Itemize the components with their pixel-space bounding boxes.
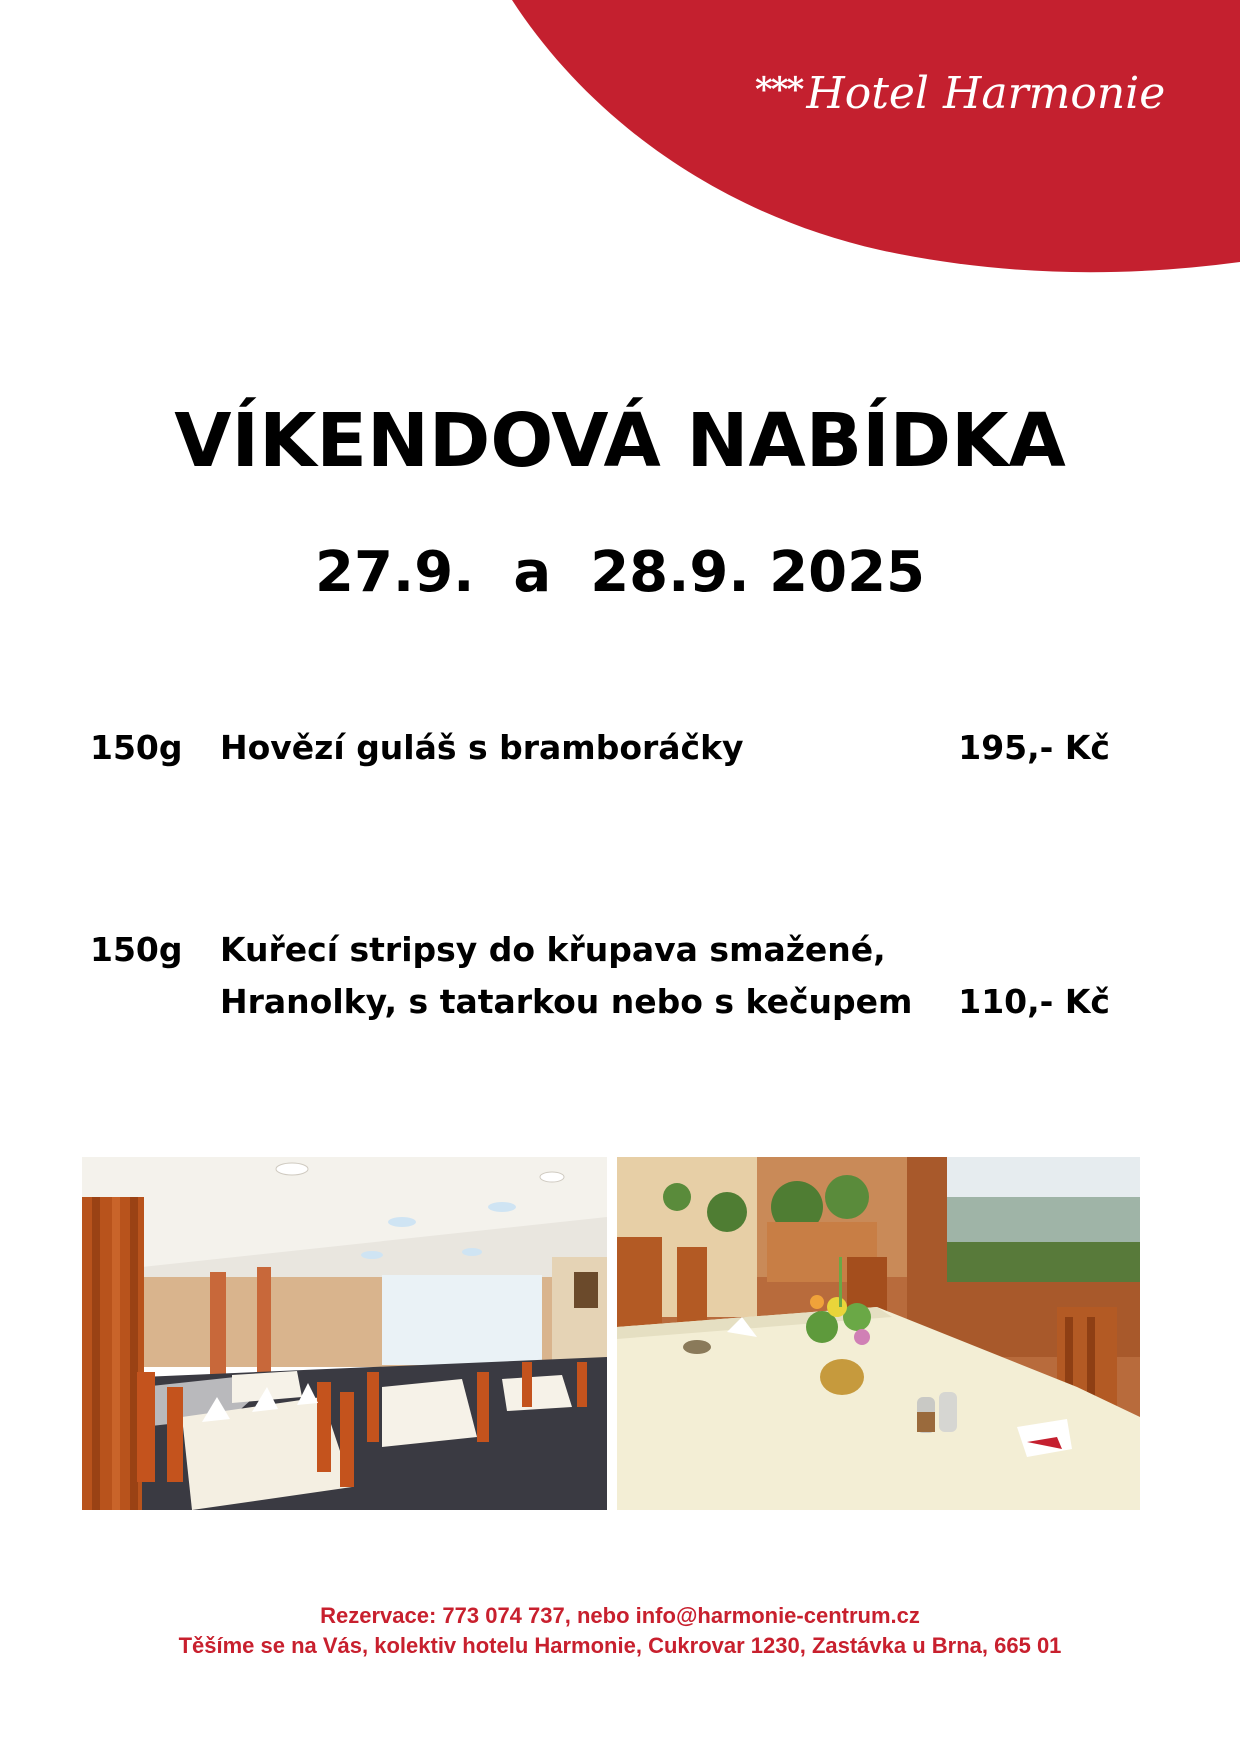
menu-item-price: 110,- Kč bbox=[958, 982, 1110, 1021]
hotel-logo bbox=[755, 68, 1205, 152]
menu-item-dish-line1: Kuřecí stripsy do křupava smažené, bbox=[220, 930, 886, 969]
set-table-photo bbox=[617, 1157, 1140, 1510]
logo-stars: *** bbox=[755, 70, 803, 110]
offer-dates: 27.9. a 28.9. 2025 bbox=[314, 540, 925, 605]
footer-reservation: Rezervace: 773 074 737, nebo info@harmonie-centrum.cz bbox=[320, 1603, 920, 1628]
menu-item-dish-line2: Hranolky, s tatarkou nebo s kečupem bbox=[220, 982, 913, 1021]
menu-item-dish: Hovězí guláš s bramboráčky bbox=[220, 728, 744, 767]
page-title: VÍKENDOVÁ NABÍDKA bbox=[174, 398, 1066, 484]
footer-address: Těšíme se na Vás, kolektiv hotelu Harmonie, Cukrovar 1230, Zastávka u Brna, 665 01 bbox=[178, 1633, 1062, 1658]
menu-item-price: 195,- Kč bbox=[958, 728, 1110, 767]
menu-item-weight: 150g bbox=[90, 930, 183, 969]
logo-name: Hotel Harmonie bbox=[806, 68, 1166, 119]
menu-item-weight: 150g bbox=[90, 728, 183, 767]
restaurant-hall-photo bbox=[82, 1157, 607, 1510]
